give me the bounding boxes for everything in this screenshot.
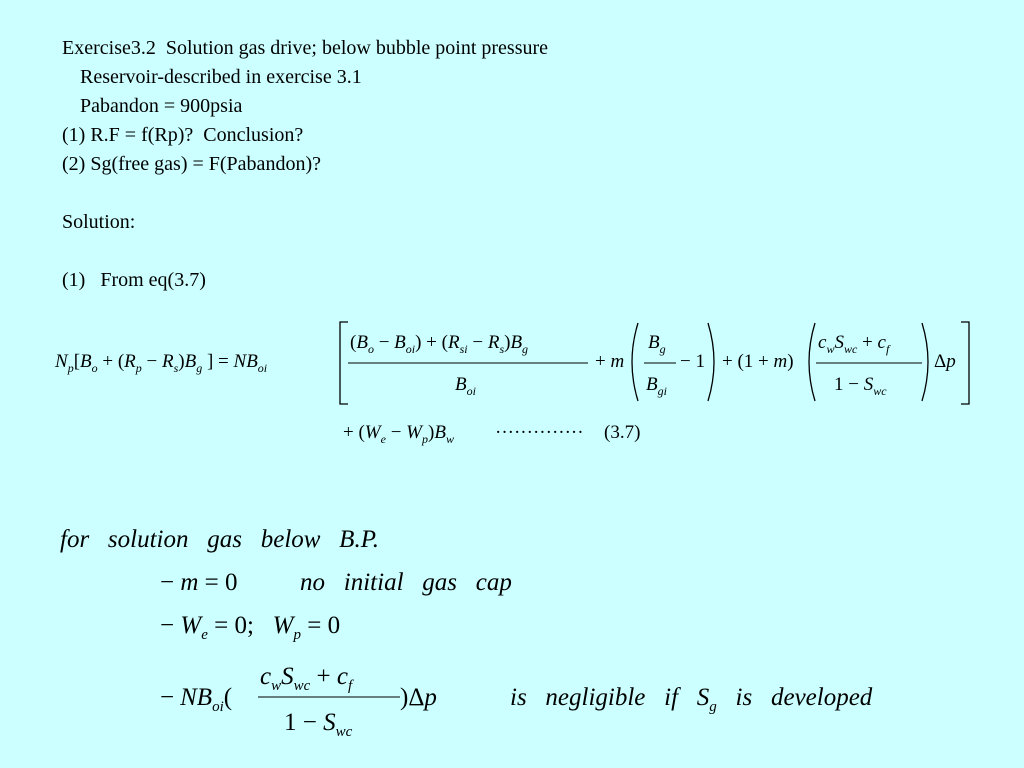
reservoir-description: Reservoir-described in exercise 3.1 [80,66,362,88]
eq-plus-one-m: + (1 + m) [722,351,794,372]
eq-bg-numerator: $B_g$ [648,332,666,356]
eq-comp-numerator: $c_wS_{wc} + c_f$ [818,332,890,356]
question-1: (1) R.F = f(Rp)? Conclusion? [62,124,304,146]
svg-text:−NBoi(: − $NB_{oi}$( [160,684,233,715]
step-1-label: (1) From eq(3.7) [62,269,206,291]
svg-text:is negligible if Sg is: is negligible if $S_g$ is developed [510,684,873,715]
eq-lhs: $N_p[B_o + (R_p - R_s)B_g$ ] = $NB_{oi}$ [55,351,268,375]
condition-row-3: − $W_e = 0$; $W_p = 0$ [160,612,341,643]
eq-plus-m: + m [595,351,625,372]
eq-minus-one: − 1 [680,351,705,372]
svg-text:cwSwc + cf: $c_wS_{wc} + c_f$ [260,663,353,694]
eq-term1-numerator: $(B_o - B_{oi}) + (R_{si} - R_s)B_g$ [350,332,529,356]
condition-row-1: for solution gas below B.P. [60,526,380,553]
eq-delta-p: Δp [934,351,956,372]
eq-dots: ·············· [495,422,584,443]
abandonment-pressure: Pabandon = 900psia [80,95,243,117]
eq-bg-denominator: $B_{gi}$ [646,374,667,398]
exercise-title: Exercise3.2 Solution gas drive; below bubble point pressure [62,37,549,59]
svg-text:1 − Swc: $1 - S_{wc}$ [284,709,353,740]
condition-row-4 [0,650,1024,760]
eq-water-influx-term: + $(W_e - W_p)B_w$ [343,422,454,446]
eq-number: (3.7) [604,422,641,443]
question-2: (2) Sg(free gas) = F(Pabandon)? [62,153,321,175]
svg-text:)Δp: )Δp [400,684,437,711]
eq-comp-denominator: $1 - S_{wc}$ [834,374,887,398]
solution-heading: Solution: [62,211,136,233]
condition-row-2: − m = 0 no initial gas cap [160,569,512,596]
eq-term1-denominator: $B_{oi}$ [455,374,476,398]
